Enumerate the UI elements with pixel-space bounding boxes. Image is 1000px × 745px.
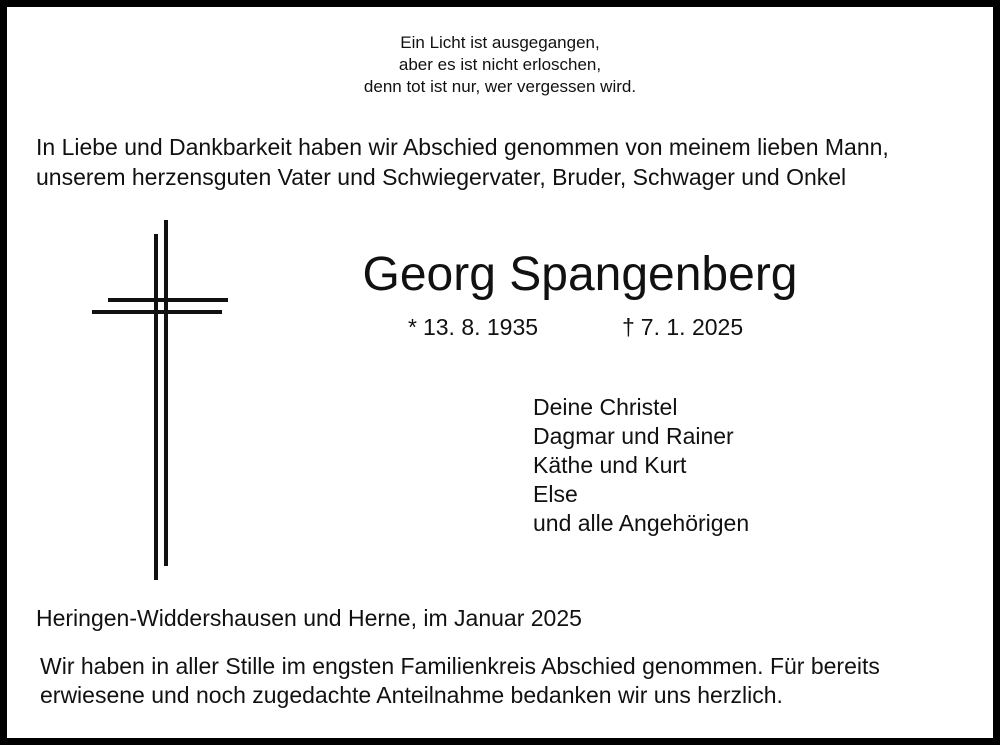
mourners-list: [533, 393, 749, 538]
memorial-quote: [0, 32, 1000, 98]
mourner: Dagmar und Rainer: [533, 423, 734, 449]
death-symbol: †: [622, 314, 635, 340]
birth-date-value: 13. 8. 1935: [422, 314, 539, 340]
mourner: Käthe und Kurt: [533, 452, 687, 478]
quote-line: Ein Licht ist ausgegangen,: [400, 33, 600, 52]
death-date-value: 7. 1. 2025: [640, 314, 744, 340]
death-date: [622, 312, 743, 342]
birth-symbol: *: [408, 314, 417, 340]
closing-line: Wir haben in aller Stille im engsten Familienkreis Abschied genommen. Für bereits: [40, 653, 880, 679]
mourner: Else: [533, 481, 578, 507]
intro-text: [36, 132, 889, 192]
closing-text: [40, 652, 880, 710]
deceased-name: Georg Spangenberg: [362, 248, 798, 301]
intro-line: In Liebe und Dankbarkeit haben wir Abschied genommen von meinem lieben Mann,: [36, 134, 889, 160]
mourner: und alle Angehörigen: [533, 510, 750, 536]
quote-line: aber es ist nicht erloschen,: [398, 55, 602, 74]
quote-line: denn tot ist nur, wer vergessen wird.: [363, 77, 637, 96]
closing-line: erwiesene und noch zugedachte Anteilnahme bedanken wir uns herzlich.: [40, 682, 783, 708]
place-and-date: Heringen-Widdershausen und Herne, im Januar 2025: [36, 605, 582, 631]
mourner: Deine Christel: [533, 394, 678, 420]
birth-date: [408, 312, 538, 342]
intro-line: unserem herzensguten Vater und Schwiegervater, Bruder, Schwager und Onkel: [36, 164, 847, 190]
